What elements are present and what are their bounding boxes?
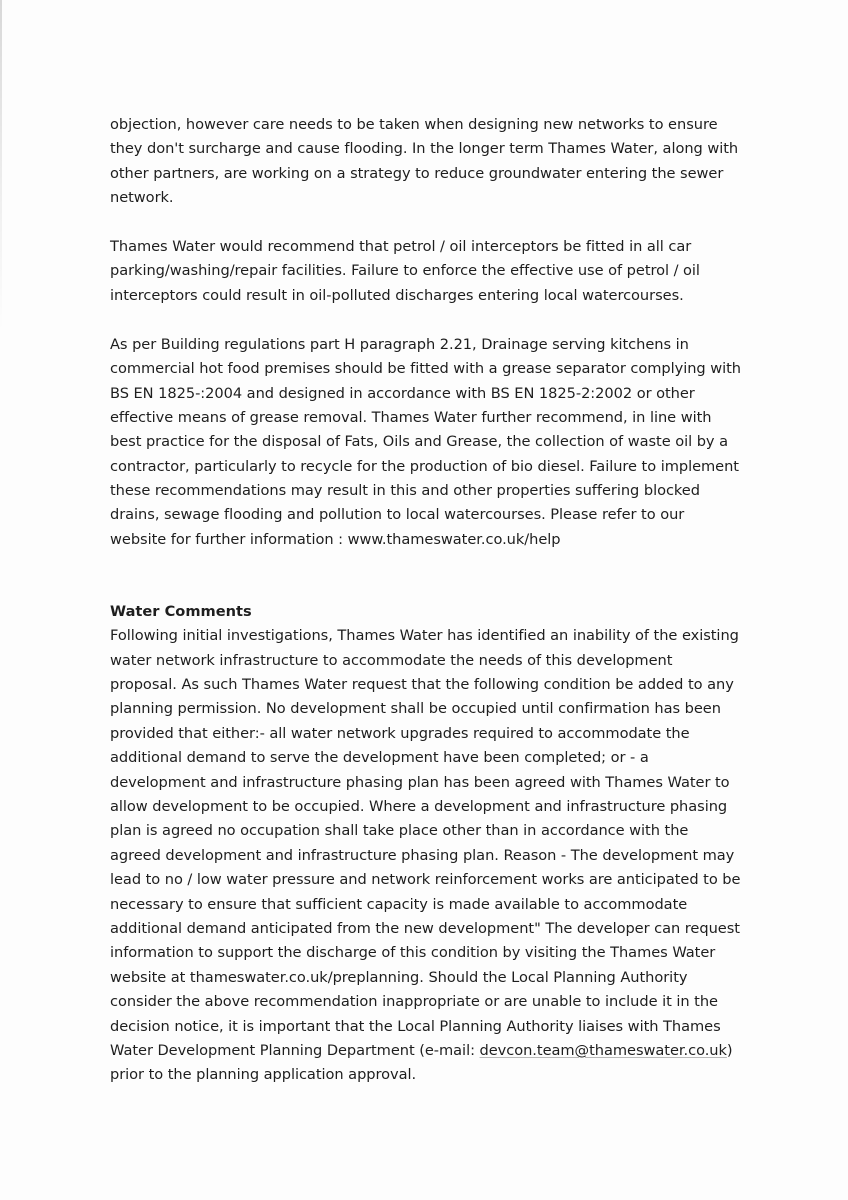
- paragraph-spacer: [110, 211, 750, 236]
- email-line-prefix: Water Development Planning Department (e-mail:: [110, 1041, 480, 1059]
- text-line: necessary to ensure that sufficient capacity is made available to accommodate: [110, 895, 688, 913]
- document-body: [110, 113, 750, 1088]
- text-line: parking/washing/repair facilities. Failure to enforce the effective use of petrol / oil: [110, 262, 700, 280]
- text-line: network.: [110, 189, 174, 207]
- text-line: other partners, are working on a strategy to reduce groundwater entering the sewer: [110, 164, 724, 182]
- text-line: commercial hot food premises should be fitted with a grease separator complying with: [110, 360, 741, 378]
- text-line: decision notice, it is important that the Local Planning Authority liaises with Thames: [110, 1017, 721, 1035]
- text-line: additional demand anticipated from the new development" The developer can request: [110, 919, 740, 937]
- paragraph-groundwater: [110, 113, 750, 211]
- paragraph-grease-separator: [110, 333, 750, 553]
- text-line: objection, however care needs to be taken when designing new networks to ensure: [110, 116, 718, 133]
- email-text-line: [110, 1039, 750, 1063]
- text-line: prior to the planning application approval.: [110, 1066, 417, 1084]
- text-line: provided that either:- all water network upgrades required to accommodate the: [110, 724, 690, 742]
- text-line: additional demand to serve the development have been completed; or - a: [110, 749, 649, 767]
- paragraph-interceptors: [110, 235, 750, 308]
- text-line: lead to no / low water pressure and network reinforcement works are anticipated to be: [110, 871, 741, 889]
- text-line: development and infrastructure phasing plan has been agreed with Thames Water to: [110, 773, 730, 791]
- text-line: agreed development and infrastructure phasing plan. Reason - The development may: [110, 846, 735, 864]
- text-line: Thames Water would recommend that petrol / oil interceptors be fitted in all car: [110, 238, 692, 256]
- text-line: they don't surcharge and cause flooding. In the longer term Thames Water, along with: [110, 140, 739, 158]
- text-line: best practice for the disposal of Fats, Oils and Grease, the collection of waste oil by a: [110, 433, 728, 451]
- text-line: information to support the discharge of this condition by visiting the Thames Water: [110, 944, 716, 962]
- text-line: effective means of grease removal. Thames Water further recommend, in line with: [110, 408, 712, 426]
- text-line: planning permission. No development shall be occupied until confirmation has been: [110, 700, 721, 718]
- scan-edge-shadow: [0, 0, 2, 330]
- text-line: these recommendations may result in this and other properties suffering blocked: [110, 482, 700, 500]
- text-line: consider the above recommendation inappropriate or are unable to include it in the: [110, 993, 718, 1011]
- text-line: website for further information : www.thameswater.co.uk/help: [110, 530, 561, 548]
- text-line: contractor, particularly to recycle for the production of bio diesel. Failure to implement: [110, 457, 739, 475]
- text-line: water network infrastructure to accommodate the needs of this development: [110, 651, 673, 669]
- section-spacer: [110, 552, 750, 600]
- text-line: BS EN 1825-:2004 and designed in accordance with BS EN 1825-2:2002 or other: [110, 384, 695, 402]
- text-line: website at thameswater.co.uk/preplanning. Should the Local Planning Authority: [110, 968, 688, 986]
- text-line: Following initial investigations, Thames Water has identified an inability of the existing: [110, 627, 739, 645]
- text-line: interceptors could result in oil-polluted discharges entering local watercourses.: [110, 286, 684, 304]
- paragraph-spacer: [110, 308, 750, 333]
- text-line: proposal. As such Thames Water request that the following condition be added to any: [110, 676, 734, 694]
- text-line: plan is agreed no occupation shall take place other than in accordance with the: [110, 822, 689, 840]
- text-line: As per Building regulations part H paragraph 2.21, Drainage serving kitchens in: [110, 335, 689, 353]
- email-line-suffix: ): [726, 1041, 733, 1059]
- section-heading-water-comments: Water Comments: [110, 603, 252, 621]
- email-link[interactable]: devcon.team@thameswater.co.uk: [479, 1041, 727, 1059]
- text-line: drains, sewage flooding and pollution to local watercourses. Please refer to our: [110, 506, 685, 524]
- paragraph-water-comments: [110, 624, 750, 1087]
- text-line: allow development to be occupied. Where a development and infrastructure phasing: [110, 797, 728, 815]
